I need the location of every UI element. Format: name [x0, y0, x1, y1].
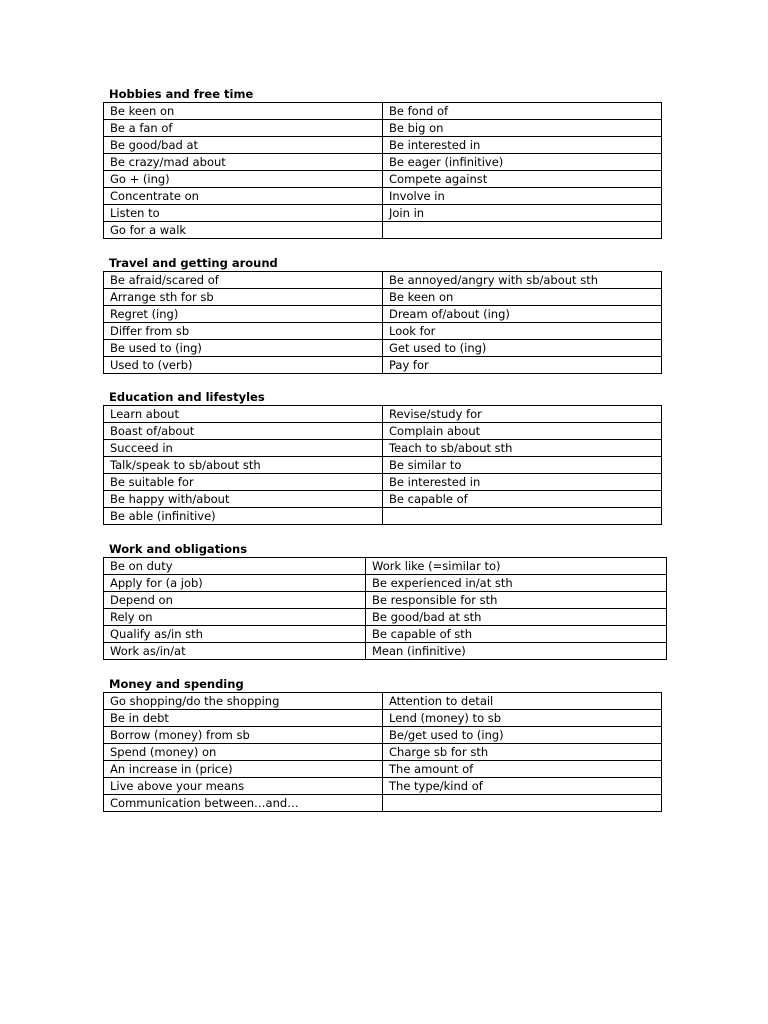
section-money	[103, 676, 662, 812]
table-row	[104, 778, 662, 795]
phrase-cell-left: Go + (ing)	[104, 171, 383, 188]
phrase-cell-right: Be keen on	[383, 289, 662, 306]
section-education	[103, 389, 662, 525]
phrase-cell-right: Lend (money) to sb	[383, 710, 662, 727]
phrase-cell-left: Communication between…and…	[104, 795, 383, 812]
phrase-cell-right: Attention to detail	[383, 693, 662, 710]
phrase-cell-left: Work as/in/at	[104, 643, 366, 660]
phrase-cell-left: Learn about	[104, 406, 383, 423]
phrase-cell-right: Be fond of	[383, 103, 662, 120]
phrase-cell-left: An increase in (price)	[104, 761, 383, 778]
phrase-cell-right: Look for	[383, 323, 662, 340]
phrase-cell-left: Be in debt	[104, 710, 383, 727]
phrase-cell-left: Arrange sth for sb	[104, 289, 383, 306]
phrase-cell-right: Involve in	[383, 188, 662, 205]
phrase-cell-right	[383, 508, 662, 525]
phrase-table	[103, 271, 662, 374]
table-row	[104, 626, 667, 643]
phrase-cell-left: Be good/bad at	[104, 137, 383, 154]
phrase-cell-right	[383, 222, 662, 239]
phrase-cell-left: Be happy with/about	[104, 491, 383, 508]
table-row	[104, 508, 662, 525]
table-row	[104, 154, 662, 171]
phrase-cell-left: Be suitable for	[104, 474, 383, 491]
phrase-cell-left: Be able (infinitive)	[104, 508, 383, 525]
phrase-cell-right: Be capable of sth	[366, 626, 667, 643]
table-row	[104, 575, 667, 592]
table-row	[104, 323, 662, 340]
phrase-cell-left: Go for a walk	[104, 222, 383, 239]
phrase-cell-right: Be good/bad at sth	[366, 609, 667, 626]
phrase-cell-left: Be crazy/mad about	[104, 154, 383, 171]
phrase-cell-right: Get used to (ing)	[383, 340, 662, 357]
phrase-cell-right: The type/kind of	[383, 778, 662, 795]
table-row	[104, 306, 662, 323]
phrase-cell-right: Teach to sb/about sth	[383, 440, 662, 457]
table-row	[104, 188, 662, 205]
phrase-cell-right: Mean (infinitive)	[366, 643, 667, 660]
phrase-cell-left: Be afraid/scared of	[104, 272, 383, 289]
phrase-cell-left: Be used to (ing)	[104, 340, 383, 357]
phrase-cell-left: Talk/speak to sb/about sth	[104, 457, 383, 474]
table-row	[104, 205, 662, 222]
phrase-cell-right: Work like (=similar to)	[366, 558, 667, 575]
phrase-cell-right: Be similar to	[383, 457, 662, 474]
section-title: Travel and getting around	[109, 256, 278, 270]
phrase-cell-left: Depend on	[104, 592, 366, 609]
table-row	[104, 474, 662, 491]
phrase-table	[103, 692, 662, 812]
section-work	[103, 541, 667, 660]
table-row	[104, 120, 662, 137]
phrase-cell-left: Spend (money) on	[104, 744, 383, 761]
phrase-cell-left: Differ from sb	[104, 323, 383, 340]
table-row	[104, 272, 662, 289]
section-travel	[103, 255, 662, 374]
phrase-cell-left: Go shopping/do the shopping	[104, 693, 383, 710]
phrase-table	[103, 405, 662, 525]
phrase-cell-left: Used to (verb)	[104, 357, 383, 374]
table-row	[104, 592, 667, 609]
table-row	[104, 406, 662, 423]
table-row	[104, 171, 662, 188]
section-title: Work and obligations	[109, 542, 248, 556]
phrase-cell-left: Be keen on	[104, 103, 383, 120]
table-row	[104, 357, 662, 374]
phrase-cell-left: Be a fan of	[104, 120, 383, 137]
phrase-cell-left: Borrow (money) from sb	[104, 727, 383, 744]
table-row	[104, 137, 662, 154]
phrase-table	[103, 102, 662, 239]
phrase-cell-right: Compete against	[383, 171, 662, 188]
section-title: Education and lifestyles	[109, 390, 265, 404]
table-row	[104, 795, 662, 812]
phrase-cell-left: Listen to	[104, 205, 383, 222]
table-row	[104, 340, 662, 357]
phrase-cell-right: Revise/study for	[383, 406, 662, 423]
table-row	[104, 558, 667, 575]
phrase-cell-right: Charge sb for sth	[383, 744, 662, 761]
table-row	[104, 693, 662, 710]
table-row	[104, 609, 667, 626]
phrase-cell-right: Be annoyed/angry with sb/about sth	[383, 272, 662, 289]
phrase-table	[103, 557, 667, 660]
phrase-cell-right: Complain about	[383, 423, 662, 440]
table-row	[104, 440, 662, 457]
section-title: Hobbies and free time	[109, 87, 254, 101]
table-row	[104, 423, 662, 440]
table-row	[104, 761, 662, 778]
phrase-cell-right: Be interested in	[383, 137, 662, 154]
phrase-cell-right: Be eager (infinitive)	[383, 154, 662, 171]
table-row	[104, 222, 662, 239]
phrase-cell-left: Apply for (a job)	[104, 575, 366, 592]
phrase-cell-right: Be big on	[383, 120, 662, 137]
phrase-cell-right: Be/get used to (ing)	[383, 727, 662, 744]
phrase-cell-right: Join in	[383, 205, 662, 222]
phrase-cell-left: Qualify as/in sth	[104, 626, 366, 643]
table-row	[104, 289, 662, 306]
table-row	[104, 491, 662, 508]
phrase-cell-right: Pay for	[383, 357, 662, 374]
phrase-cell-right: Dream of/about (ing)	[383, 306, 662, 323]
table-row	[104, 744, 662, 761]
table-row	[104, 727, 662, 744]
table-row	[104, 103, 662, 120]
phrase-cell-right: Be capable of	[383, 491, 662, 508]
table-row	[104, 457, 662, 474]
phrase-cell-right: Be interested in	[383, 474, 662, 491]
phrase-cell-left: Regret (ing)	[104, 306, 383, 323]
phrase-cell-left: Live above your means	[104, 778, 383, 795]
phrase-cell-left: Rely on	[104, 609, 366, 626]
section-hobbies	[103, 86, 662, 239]
phrase-cell-left: Boast of/about	[104, 423, 383, 440]
phrase-cell-right: Be experienced in/at sth	[366, 575, 667, 592]
phrase-cell-right: The amount of	[383, 761, 662, 778]
phrase-cell-right	[383, 795, 662, 812]
section-title: Money and spending	[109, 677, 244, 691]
phrase-cell-left: Concentrate on	[104, 188, 383, 205]
table-row	[104, 710, 662, 727]
table-row	[104, 643, 667, 660]
phrase-cell-left: Succeed in	[104, 440, 383, 457]
phrase-cell-right: Be responsible for sth	[366, 592, 667, 609]
phrase-cell-left: Be on duty	[104, 558, 366, 575]
